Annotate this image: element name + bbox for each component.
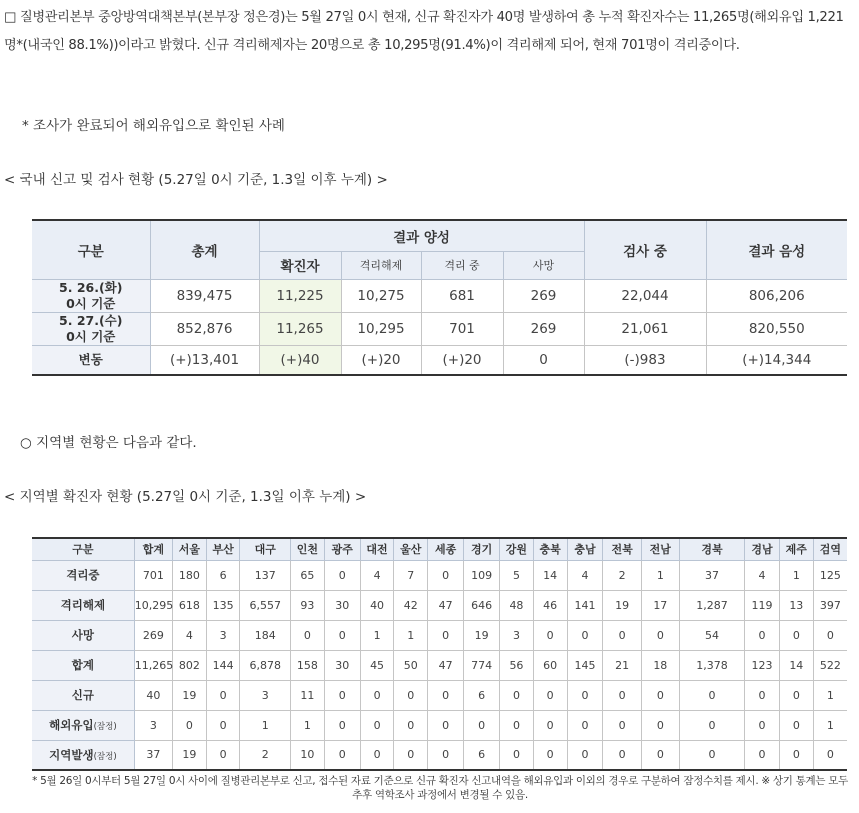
- cell-confirmed: 11,265: [259, 312, 341, 345]
- cell-value: 0: [324, 560, 360, 590]
- cell-value: 1: [240, 710, 291, 740]
- cell-value: 14: [533, 560, 567, 590]
- regional-bullet: ○ 지역별 현황은 다음과 같다.: [20, 435, 197, 451]
- table-row: [32, 345, 847, 375]
- cell-value: 4: [173, 620, 207, 650]
- cell-deaths: 269: [503, 312, 584, 345]
- header-region: 충북: [533, 538, 567, 560]
- cell-value: 158: [291, 650, 325, 680]
- header-region: 세종: [428, 538, 464, 560]
- cell-value: 0: [206, 740, 240, 770]
- cell-value: 0: [206, 710, 240, 740]
- cell-value: 135: [206, 590, 240, 620]
- cell-value: 0: [428, 740, 464, 770]
- cell-value: 0: [428, 710, 464, 740]
- cell-value: 0: [291, 620, 325, 650]
- cell-value: 10,295: [134, 590, 172, 620]
- cell-value: 30: [324, 590, 360, 620]
- domestic-testing-table: [32, 219, 847, 376]
- cell-value: 19: [603, 590, 641, 620]
- header-total: 총계: [150, 220, 259, 279]
- table-row: [32, 680, 847, 710]
- cell-value: 6: [464, 680, 500, 710]
- header-region: 대구: [240, 538, 291, 560]
- cell-value: 180: [173, 560, 207, 590]
- cell-value: 4: [745, 560, 780, 590]
- header-region: 울산: [394, 538, 428, 560]
- header-released: 격리해제: [341, 251, 421, 279]
- cell-value: 21: [603, 650, 641, 680]
- cell-value: 0: [603, 710, 641, 740]
- table-row: [32, 560, 847, 590]
- cell-value: 522: [813, 650, 847, 680]
- cell-value: 6: [464, 740, 500, 770]
- cell-value: 47: [428, 650, 464, 680]
- cell-value: 0: [679, 740, 744, 770]
- cell-value: 0: [779, 680, 813, 710]
- table-row: [32, 650, 847, 680]
- row-label-text: 합계: [71, 658, 94, 672]
- cell-value: 19: [173, 740, 207, 770]
- row-label: [32, 710, 134, 740]
- row-label: [32, 740, 134, 770]
- cell-value: 45: [360, 650, 394, 680]
- cell-value: 0: [533, 740, 567, 770]
- header-region: 경기: [464, 538, 500, 560]
- cell-value: 2: [603, 560, 641, 590]
- cell-isolating: 681: [421, 279, 503, 312]
- row-label: [32, 590, 134, 620]
- cell-negative: 806,206: [706, 279, 847, 312]
- row-label-suffix: (잠정): [93, 722, 117, 732]
- cell-value: 48: [500, 590, 534, 620]
- cell-value: 0: [394, 740, 428, 770]
- cell-value: 646: [464, 590, 500, 620]
- cell-negative: 820,550: [706, 312, 847, 345]
- cell-testing: 21,061: [584, 312, 706, 345]
- intro-paragraph: □ 질병관리본부 중앙방역대책본부(본부장 정은경)는 5월 27일 0시 현재, 신규 확진자가 40명 발생하여 총 누적 확진자수는 11,265명(해외유입 1,221명*(내국인 88.1%))이라고 밝혔다. 신규 격리해제자는 20명으로 총 10,295명(91.4%)이 격리해제 되어, 현재 701명이 격리중이다.: [4, 10, 844, 53]
- table-row: [32, 279, 847, 312]
- cell-value: 0: [533, 710, 567, 740]
- cell-value: 1: [813, 680, 847, 710]
- cell-value: 0: [500, 680, 534, 710]
- cell-value: 0: [779, 740, 813, 770]
- cell-value: 1,378: [679, 650, 744, 680]
- cell-value: 3: [206, 620, 240, 650]
- row-label-text: 격리중: [66, 568, 100, 582]
- cell-value: 802: [173, 650, 207, 680]
- cell-value: 0: [394, 680, 428, 710]
- row-label-line2: 0시 기준: [66, 295, 116, 311]
- cell-value: 13: [779, 590, 813, 620]
- cell-testing: 22,044: [584, 279, 706, 312]
- cell-deaths: 269: [503, 279, 584, 312]
- cell-released: (+)20: [341, 345, 421, 375]
- cell-value: 1: [641, 560, 679, 590]
- row-label-line1: 변동: [78, 351, 103, 367]
- cell-value: 5: [500, 560, 534, 590]
- row-label-text: 사망: [71, 628, 94, 642]
- row-label-suffix: (잠정): [93, 751, 117, 762]
- cell-value: 0: [641, 710, 679, 740]
- cell-value: 1: [291, 710, 325, 740]
- cell-value: 184: [240, 620, 291, 650]
- cell-value: 0: [679, 710, 744, 740]
- footnote: * 5월 26일 0시부터 5월 27일 0시 사이에 질병관리본부로 신고, 접수된 자료 기준으로 신규 확진자 신고내역을 해외유입과 이외의 경우로 구분하여 잠정수치를 제시. ※ 상기 통계는 모두 추후 역학조사 과정에서 변경될 수 있음.: [32, 775, 848, 801]
- cell-deaths: 0: [503, 345, 584, 375]
- cell-confirmed: (+)40: [259, 345, 341, 375]
- cell-value: 109: [464, 560, 500, 590]
- row-label: [32, 279, 150, 312]
- row-label-line1: 5. 27.(수): [59, 312, 123, 328]
- cell-value: 1: [813, 710, 847, 740]
- table-row: [32, 710, 847, 740]
- cell-testing: (-)983: [584, 345, 706, 375]
- cell-value: 0: [567, 740, 603, 770]
- cell-value: 0: [500, 710, 534, 740]
- cell-value: 0: [641, 680, 679, 710]
- cell-value: 618: [173, 590, 207, 620]
- cell-value: 37: [134, 740, 172, 770]
- header-region: 광주: [324, 538, 360, 560]
- cell-value: 0: [641, 620, 679, 650]
- cell-value: 125: [813, 560, 847, 590]
- header-isolating: 격리 중: [421, 251, 503, 279]
- cell-value: 0: [428, 620, 464, 650]
- overseas-note: * 조사가 완료되어 해외유입으로 확인된 사례: [22, 118, 285, 134]
- cell-value: 0: [324, 620, 360, 650]
- cell-value: 3: [240, 680, 291, 710]
- cell-value: 269: [134, 620, 172, 650]
- cell-value: 40: [360, 590, 394, 620]
- row-label: [32, 650, 134, 680]
- cell-value: 11: [291, 680, 325, 710]
- cell-value: 0: [464, 710, 500, 740]
- header-category: 구분: [32, 220, 150, 279]
- cell-confirmed: 11,225: [259, 279, 341, 312]
- cell-value: 0: [745, 620, 780, 650]
- cell-value: 123: [745, 650, 780, 680]
- cell-value: 0: [428, 560, 464, 590]
- header-testing: 검사 중: [584, 220, 706, 279]
- header-region: 대전: [360, 538, 394, 560]
- cell-value: 50: [394, 650, 428, 680]
- header-region: 합계: [134, 538, 172, 560]
- cell-value: 65: [291, 560, 325, 590]
- cell-value: 0: [603, 740, 641, 770]
- cell-value: 37: [679, 560, 744, 590]
- cell-isolating: (+)20: [421, 345, 503, 375]
- cell-released: 10,295: [341, 312, 421, 345]
- header-deaths: 사망: [503, 251, 584, 279]
- cell-value: 42: [394, 590, 428, 620]
- cell-value: 774: [464, 650, 500, 680]
- cell-value: 0: [324, 680, 360, 710]
- row-label: [32, 345, 150, 375]
- cell-value: 46: [533, 590, 567, 620]
- cell-value: 0: [745, 680, 780, 710]
- cell-value: 0: [360, 710, 394, 740]
- row-label-text: 신규: [71, 688, 94, 702]
- cell-value: 0: [173, 710, 207, 740]
- cell-value: 56: [500, 650, 534, 680]
- row-label-text: 해외유입: [49, 718, 94, 732]
- row-label: [32, 680, 134, 710]
- cell-value: 17: [641, 590, 679, 620]
- header-region: 경북: [679, 538, 744, 560]
- cell-isolating: 701: [421, 312, 503, 345]
- cell-value: 1: [360, 620, 394, 650]
- cell-value: 0: [641, 740, 679, 770]
- header-region: 전북: [603, 538, 641, 560]
- cell-value: 141: [567, 590, 603, 620]
- header-category: 구분: [32, 538, 134, 560]
- row-label-line2: 0시 기준: [66, 328, 116, 344]
- header-confirmed: 확진자: [259, 251, 341, 279]
- cell-value: 0: [394, 710, 428, 740]
- header-negative: 결과 음성: [706, 220, 847, 279]
- cell-value: 0: [813, 740, 847, 770]
- row-label: [32, 560, 134, 590]
- cell-value: 0: [567, 620, 603, 650]
- cell-value: 6,557: [240, 590, 291, 620]
- header-region: 강원: [500, 538, 534, 560]
- cell-released: 10,275: [341, 279, 421, 312]
- header-region: 부산: [206, 538, 240, 560]
- cell-value: 1: [394, 620, 428, 650]
- cell-value: 0: [567, 680, 603, 710]
- row-label: [32, 312, 150, 345]
- cell-value: 47: [428, 590, 464, 620]
- cell-value: 1: [779, 560, 813, 590]
- header-region: 경남: [745, 538, 780, 560]
- cell-value: 0: [567, 710, 603, 740]
- cell-total: 852,876: [150, 312, 259, 345]
- cell-value: 30: [324, 650, 360, 680]
- row-label-line1: 5. 26.(화): [59, 279, 123, 295]
- cell-total: 839,475: [150, 279, 259, 312]
- cell-value: 0: [206, 680, 240, 710]
- cell-value: 0: [360, 680, 394, 710]
- cell-value: 0: [500, 740, 534, 770]
- row-label: [32, 620, 134, 650]
- cell-value: 0: [603, 680, 641, 710]
- cell-value: 0: [360, 740, 394, 770]
- header-region: 인천: [291, 538, 325, 560]
- header-region: 검역: [813, 538, 847, 560]
- table-row: [32, 590, 847, 620]
- cell-value: 6: [206, 560, 240, 590]
- cell-value: 144: [206, 650, 240, 680]
- table-row: [32, 740, 847, 770]
- cell-value: 0: [679, 680, 744, 710]
- cell-value: 397: [813, 590, 847, 620]
- cell-value: 93: [291, 590, 325, 620]
- cell-value: 119: [745, 590, 780, 620]
- cell-value: 18: [641, 650, 679, 680]
- row-label-text: 격리해제: [60, 598, 106, 612]
- cell-value: 6,878: [240, 650, 291, 680]
- cell-value: 19: [173, 680, 207, 710]
- cell-negative: (+)14,344: [706, 345, 847, 375]
- cell-value: 54: [679, 620, 744, 650]
- cell-value: 0: [813, 620, 847, 650]
- table-row: [32, 620, 847, 650]
- cell-value: 60: [533, 650, 567, 680]
- cell-value: 19: [464, 620, 500, 650]
- table-row: [32, 312, 847, 345]
- cell-value: 0: [533, 680, 567, 710]
- cell-value: 1,287: [679, 590, 744, 620]
- cell-value: 14: [779, 650, 813, 680]
- cell-value: 0: [745, 710, 780, 740]
- cell-value: 4: [360, 560, 394, 590]
- header-region: 서울: [173, 538, 207, 560]
- cell-value: 137: [240, 560, 291, 590]
- cell-value: 3: [134, 710, 172, 740]
- table2-caption: < 지역별 확진자 현황 (5.27일 0시 기준, 1.3일 이후 누계) >: [4, 489, 367, 505]
- row-label-text: 지역발생: [49, 747, 94, 762]
- cell-value: 3: [500, 620, 534, 650]
- cell-value: 0: [324, 710, 360, 740]
- regional-cases-table: [32, 537, 847, 771]
- cell-value: 0: [745, 740, 780, 770]
- header-region: 제주: [779, 538, 813, 560]
- cell-value: 11,265: [134, 650, 172, 680]
- cell-value: 10: [291, 740, 325, 770]
- cell-value: 701: [134, 560, 172, 590]
- header-region: 전남: [641, 538, 679, 560]
- header-region: 충남: [567, 538, 603, 560]
- cell-value: 2: [240, 740, 291, 770]
- cell-value: 0: [779, 620, 813, 650]
- cell-value: 145: [567, 650, 603, 680]
- cell-value: 0: [428, 680, 464, 710]
- cell-value: 40: [134, 680, 172, 710]
- cell-value: 7: [394, 560, 428, 590]
- cell-value: 0: [779, 710, 813, 740]
- cell-value: 4: [567, 560, 603, 590]
- header-positive-group: 결과 양성: [259, 220, 584, 251]
- table1-caption: < 국내 신고 및 검사 현황 (5.27일 0시 기준, 1.3일 이후 누계) >: [4, 172, 388, 188]
- cell-value: 0: [603, 620, 641, 650]
- cell-value: 0: [324, 740, 360, 770]
- cell-total: (+)13,401: [150, 345, 259, 375]
- cell-value: 0: [533, 620, 567, 650]
